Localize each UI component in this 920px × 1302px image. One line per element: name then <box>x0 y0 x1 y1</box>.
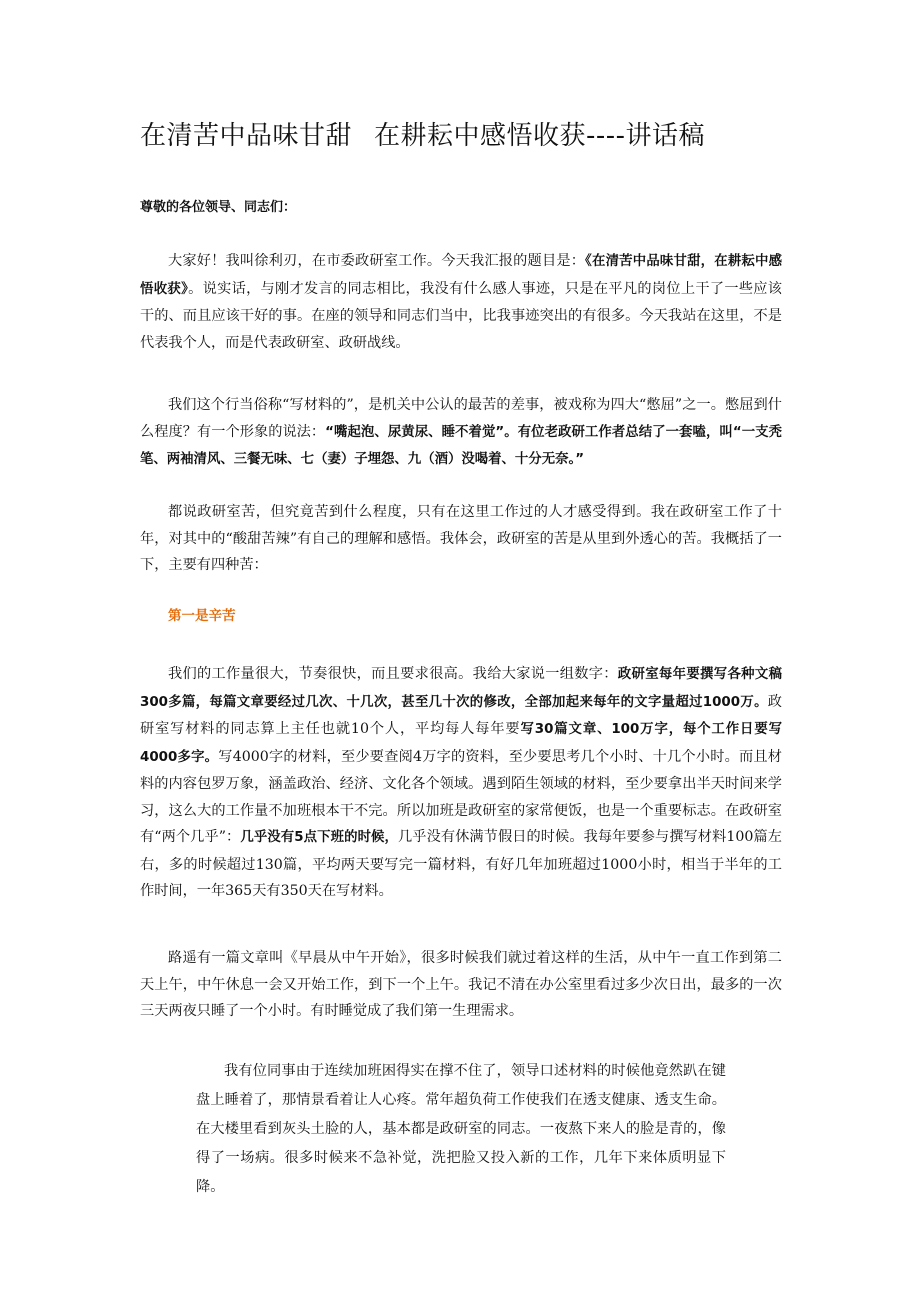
paragraph-profession <box>140 392 782 474</box>
workload-text-2: 政研室写材料的同志算上主任也就10个人，平均每人每年要 <box>140 693 782 737</box>
paragraph-four-hardships: 都说政研室苦，但究竟苦到什么程度，只有在这里工作过的人才感受得到。我在政研室工作了十年，对其中的“酸甜苦辣”有自己的理解和感悟。我体会，政研室的苦是从里到外透心的苦。我概括了一下，主要有四种苦： <box>140 504 782 573</box>
intro-text-1: 大家好！我叫徐利刃，在市委政研室工作。今天我汇报的题目是： <box>168 253 586 269</box>
workload-text-1: 我们的工作量很大，节奏很快，而且要求很高。我给大家说一组数字： <box>168 666 618 682</box>
workload-stats-bold: 政研室每年要撰写各种文稿300多篇，每篇文章要经过几次、十几次，甚至几十次的修改，全部加起来每年的文字量超过1000万。 <box>140 667 782 710</box>
per-person-stats-bold: 写30篇文章、100万字，每个工作日要写4000多字。 <box>140 722 782 765</box>
paragraph-lu-yao: 路遥有一篇文章叫《早晨从中午开始》，很多时候我们就过着这样的生活，从中午一直工作到第二天上午，中午休息一会又开始工作，到下一个上午。我记不清在办公室里看过多少次日出，最多的一次三天两夜只睡了一个小时。有时睡觉成了我们第一生理需求。 <box>140 950 782 1019</box>
paragraph-intro <box>140 248 782 356</box>
title-part-2: 在耕耘中感悟收获----讲话稿 <box>374 121 706 151</box>
title-part-1: 在清苦中品味甘甜 <box>140 121 353 151</box>
overtime-bold: 几乎没有5点下班的时候， <box>240 830 399 845</box>
paragraph-colleague: 我有位同事由于连续加班困得实在撑不住了，领导口述材料的时候他竟然趴在键盘上睡着了，那情景看着让人心疼。常年超负荷工作使我们在透支健康、透支生命。在大楼里看到灰头土脸的人，基本都是政研室的同志。一夜熬下来人的脸是青的，像得了一场病。很多时候来不急补觉，洗把脸又投入新的工作，几年下来体质明显下降。 <box>196 1063 726 1195</box>
speech-title-bold: 《在清苦中品味甘甜，在耕耘中感悟收获》 <box>140 254 782 297</box>
profession-text: 我们这个行当俗称“写材料的”，是机关中公认的最苦的差事，被戏称为四大“憋屈”之一。憋屈到什么程度？有一个形象的说法： <box>140 397 782 440</box>
workload-text-4: 几乎没有休满节假日的时候。我每年要参与撰写材料100篇左右，多的时候超过130篇，平均两天要写完一篇材料，有好几年加班超过1000小时，相当于半年的工作时间，一年365天有350天在写材料。 <box>140 829 782 899</box>
workload-text-3: 写4000字的材料，至少要查阅4万字的资料，至少要思考几个小时、十几个小时。而且材料的内容包罗万象，涵盖政治、经济、文化各个领域。遇到陌生领域的材料，至少要拿出半天时间来学习，这么大的工作量不加班根本干不完。所以加班是政研室的家常便饭，也是一个重要标志。在政研室有“两个几乎”： <box>140 748 782 845</box>
section-heading-hardship-1: 第一是辛苦 <box>168 608 236 624</box>
paragraph-workload <box>140 661 782 905</box>
intro-text-2: 。说实话，与刚才发言的同志相比，我没有什么感人事迹，只是在平凡的岗位上干了一些应该干的、而且应该干好的事。在座的领导和同志们当中，比我事迹突出的有很多。今天我站在这里，不是代表我个人，而是代表政研室、政研战线。 <box>140 280 782 351</box>
profession-saying-bold: “嘴起泡、尿黄尿、睡不着觉”。有位老政研工作者总结了一套嗑，叫“一支秃笔、两袖清风、三餐无味、七（妻）子埋怨、九（酒）没喝着、十分无奈。” <box>140 424 782 467</box>
document-title <box>140 114 820 158</box>
salutation: 尊敬的各位领导、同志们： <box>140 200 297 215</box>
